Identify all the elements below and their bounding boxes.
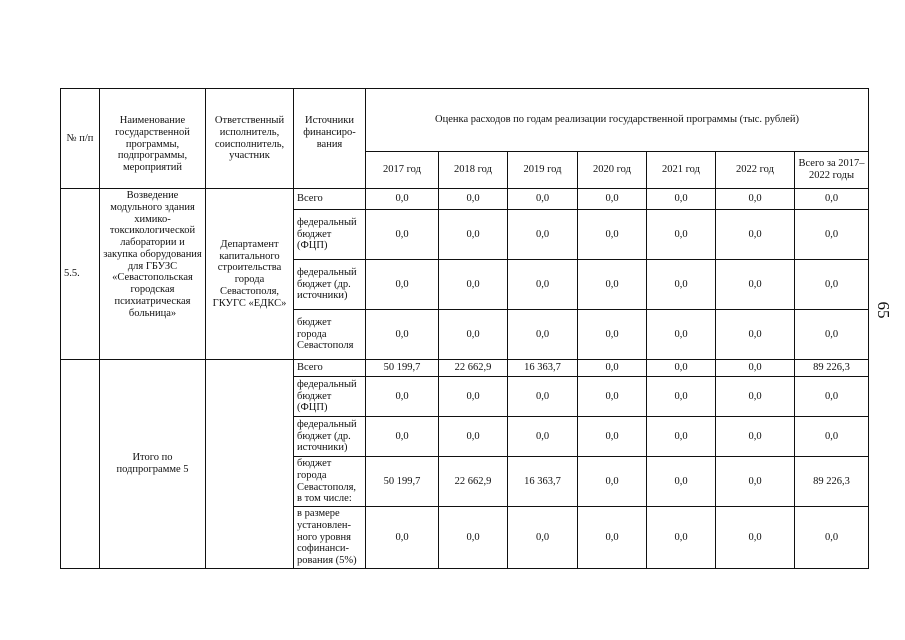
value-cell: 0,0 xyxy=(578,310,647,360)
header-year: 2017 год xyxy=(366,152,439,189)
header-year: 2020 год xyxy=(578,152,647,189)
value-cell: 0,0 xyxy=(508,210,578,260)
table-row xyxy=(61,189,869,210)
funding-source: Всего xyxy=(294,360,366,377)
value-cell: 0,0 xyxy=(508,417,578,457)
value-cell: 0,0 xyxy=(578,210,647,260)
value-cell: 0,0 xyxy=(508,189,578,210)
value-cell: 0,0 xyxy=(716,260,795,310)
funding-source: федеральный бюджет (др. источники) xyxy=(294,417,366,457)
value-cell: 50 199,7 xyxy=(366,360,439,377)
value-cell: 0,0 xyxy=(647,189,716,210)
executor-name: Департамент капитального строительства города Севастополя, ГКУГС «ЕДКС» xyxy=(206,189,294,360)
value-cell: 0,0 xyxy=(647,210,716,260)
value-cell: 22 662,9 xyxy=(439,457,508,507)
value-cell: 0,0 xyxy=(647,360,716,377)
header-name: Наименование государственной программы, подпрограммы, мероприятий xyxy=(100,89,206,189)
value-cell: 0,0 xyxy=(578,260,647,310)
value-cell: 0,0 xyxy=(578,457,647,507)
row-number xyxy=(61,360,100,569)
budget-table xyxy=(60,88,869,569)
value-cell: 0,0 xyxy=(647,457,716,507)
value-cell: 0,0 xyxy=(439,260,508,310)
value-cell: 0,0 xyxy=(578,189,647,210)
funding-source: федеральный бюджет (др. источники) xyxy=(294,260,366,310)
table-row xyxy=(61,360,869,377)
value-cell: 0,0 xyxy=(366,377,439,417)
value-cell-total: 0,0 xyxy=(795,310,869,360)
funding-source: Всего xyxy=(294,189,366,210)
value-cell: 0,0 xyxy=(508,507,578,569)
value-cell: 0,0 xyxy=(439,189,508,210)
value-cell-total: 89 226,3 xyxy=(795,457,869,507)
value-cell: 0,0 xyxy=(716,377,795,417)
funding-source: бюджет города Севастополя xyxy=(294,310,366,360)
activity-name: Возведение модульного здания химико-токсикологической лаборатории и закупка оборудования для ГБУЗС «Севастопольская городская психиатрическая больница» xyxy=(100,189,206,360)
value-cell: 16 363,7 xyxy=(508,457,578,507)
value-cell-total: 0,0 xyxy=(795,210,869,260)
header-estimate: Оценка расходов по годам реализации государственной программы (тыс. рублей) xyxy=(366,89,869,152)
page-number: 65 xyxy=(874,301,893,319)
value-cell: 0,0 xyxy=(716,310,795,360)
header-executor: Ответственный исполнитель, соисполнитель, участник xyxy=(206,89,294,189)
funding-source: бюджет города Севастополя, в том числе: xyxy=(294,457,366,507)
funding-source: федеральный бюджет (ФЦП) xyxy=(294,377,366,417)
value-cell: 0,0 xyxy=(439,210,508,260)
value-cell: 16 363,7 xyxy=(508,360,578,377)
header-year: 2018 год xyxy=(439,152,508,189)
value-cell: 0,0 xyxy=(439,507,508,569)
value-cell: 0,0 xyxy=(716,457,795,507)
header-num: № п/п xyxy=(61,89,100,189)
value-cell: 0,0 xyxy=(508,377,578,417)
value-cell: 0,0 xyxy=(578,507,647,569)
value-cell: 0,0 xyxy=(508,260,578,310)
value-cell: 0,0 xyxy=(366,417,439,457)
value-cell: 0,0 xyxy=(647,260,716,310)
header-year-total: Всего за 2017–2022 годы xyxy=(795,152,869,189)
value-cell: 0,0 xyxy=(366,260,439,310)
value-cell: 0,0 xyxy=(716,189,795,210)
value-cell: 0,0 xyxy=(716,417,795,457)
value-cell: 50 199,7 xyxy=(366,457,439,507)
value-cell: 22 662,9 xyxy=(439,360,508,377)
value-cell-total: 89 226,3 xyxy=(795,360,869,377)
value-cell: 0,0 xyxy=(366,507,439,569)
value-cell: 0,0 xyxy=(508,310,578,360)
header-year: 2022 год xyxy=(716,152,795,189)
value-cell: 0,0 xyxy=(647,310,716,360)
header-year: 2021 год xyxy=(647,152,716,189)
header-sources: Источники финансиро-вания xyxy=(294,89,366,189)
funding-source: федеральный бюджет (ФЦП) xyxy=(294,210,366,260)
value-cell: 0,0 xyxy=(366,210,439,260)
value-cell: 0,0 xyxy=(647,507,716,569)
value-cell: 0,0 xyxy=(439,310,508,360)
activity-name: Итого по подпрограмме 5 xyxy=(100,360,206,569)
value-cell: 0,0 xyxy=(578,417,647,457)
value-cell: 0,0 xyxy=(578,360,647,377)
executor-name xyxy=(206,360,294,569)
value-cell: 0,0 xyxy=(366,189,439,210)
value-cell: 0,0 xyxy=(647,377,716,417)
value-cell: 0,0 xyxy=(439,377,508,417)
value-cell-total: 0,0 xyxy=(795,507,869,569)
value-cell-total: 0,0 xyxy=(795,417,869,457)
value-cell-total: 0,0 xyxy=(795,377,869,417)
value-cell-total: 0,0 xyxy=(795,189,869,210)
value-cell: 0,0 xyxy=(578,377,647,417)
value-cell: 0,0 xyxy=(716,507,795,569)
value-cell: 0,0 xyxy=(716,360,795,377)
value-cell: 0,0 xyxy=(439,417,508,457)
value-cell: 0,0 xyxy=(647,417,716,457)
header-year: 2019 год xyxy=(508,152,578,189)
row-number: 5.5. xyxy=(61,189,100,360)
value-cell: 0,0 xyxy=(366,310,439,360)
value-cell-total: 0,0 xyxy=(795,260,869,310)
value-cell: 0,0 xyxy=(716,210,795,260)
funding-source: в размере установлен-ного уровня софинанси-рования (5%) xyxy=(294,507,366,569)
